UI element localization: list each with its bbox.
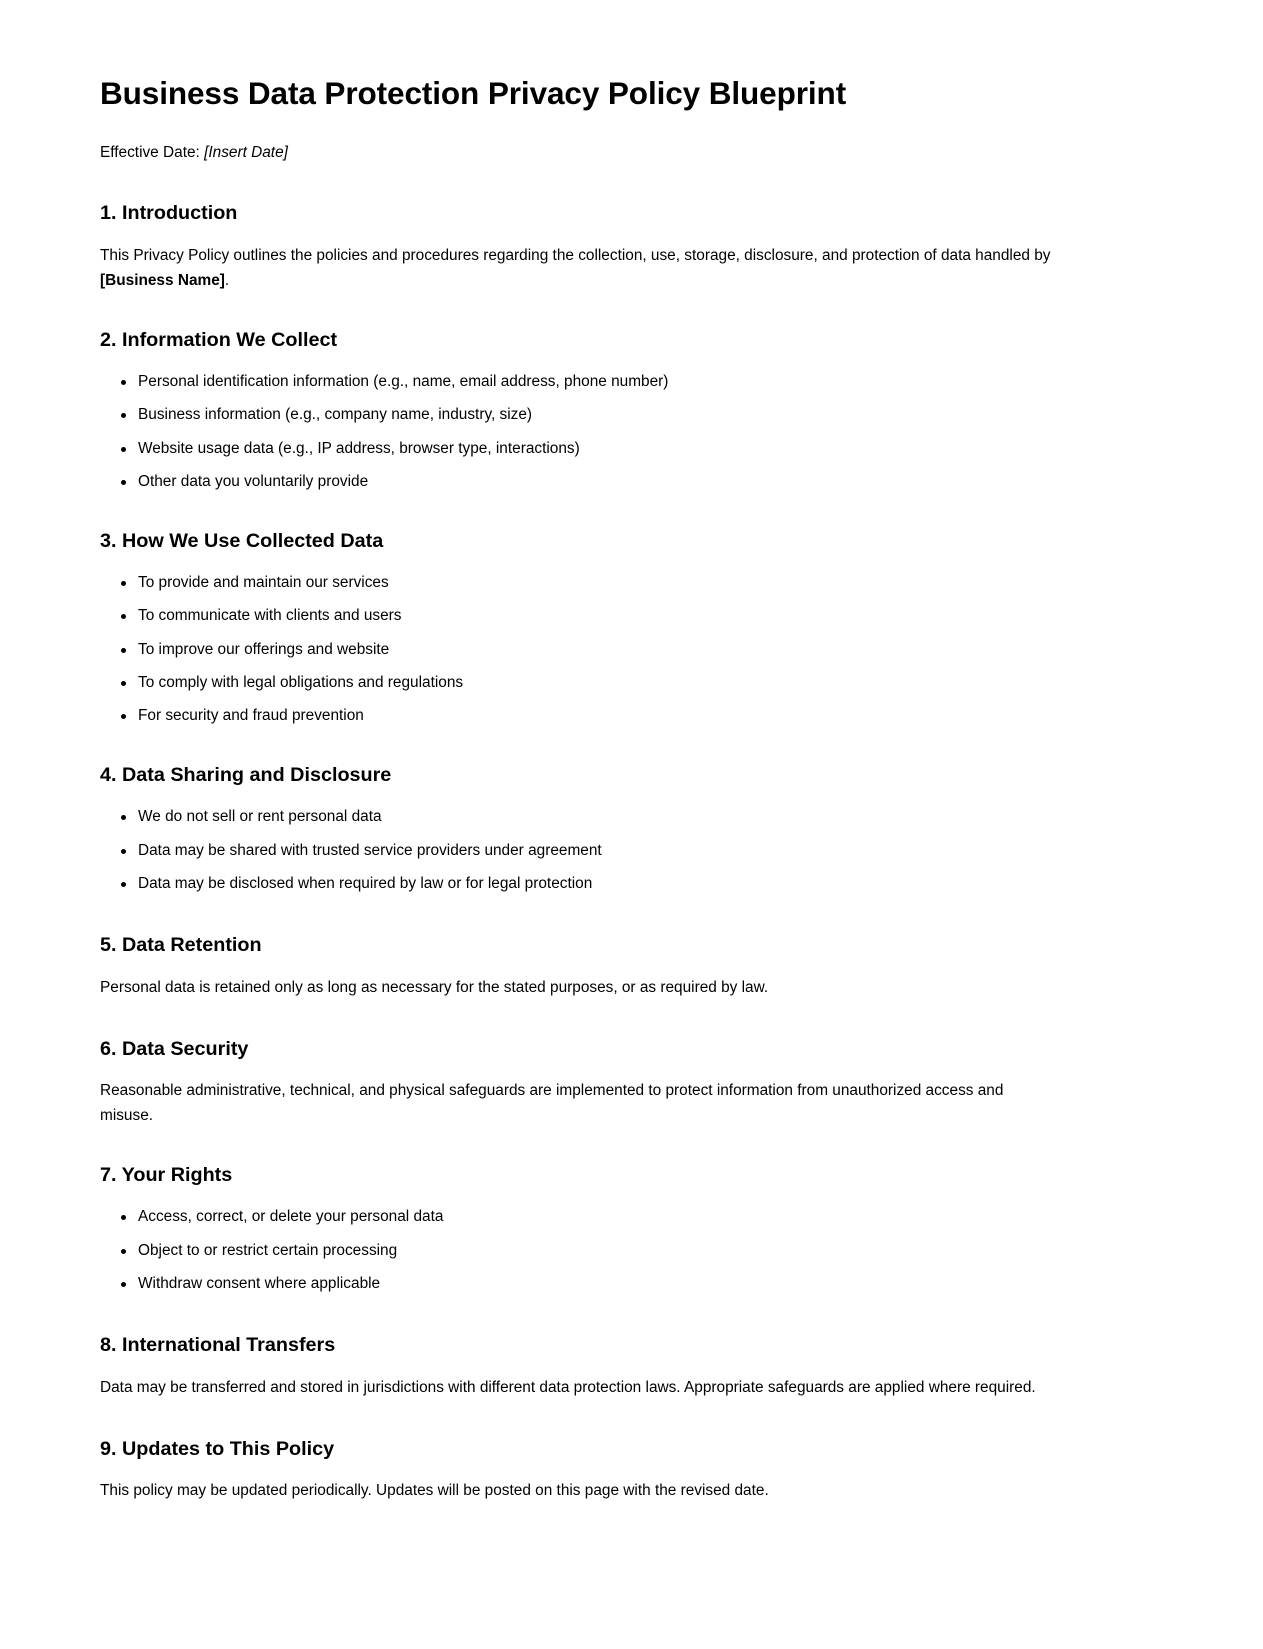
section-updates-to-this-policy [100,1437,1060,1505]
section-heading: 3. How We Use Collected Data [100,529,384,552]
list-item: Data may be disclosed when required by law or for legal protection [138,872,1060,897]
list-item: To communicate with clients and users [138,604,1060,629]
list-item: For security and fraud prevention [138,704,1060,729]
section-data-security [100,1037,1060,1130]
section-information-we-collect [100,328,1060,495]
document-body [100,62,1060,1504]
section-data-sharing-and-disclosure [100,763,1060,897]
list-item: Other data you voluntarily provide [138,470,1060,495]
list-item: Withdraw consent where applicable [138,1272,1060,1297]
section-paragraph: Reasonable administrative, technical, and physical safeguards are implemented to protect information from unauthorized access and misuse. [100,1082,1004,1125]
page-title: Business Data Protection Privacy Policy Blueprint [100,75,847,111]
section-heading: 9. Updates to This Policy [100,1437,335,1460]
section-paragraph: Personal data is retained only as long as necessary for the stated purposes, or as required by law. [100,978,769,996]
list-item: Data may be shared with trusted service providers under agreement [138,839,1060,864]
section-how-we-use-collected-data [100,529,1060,730]
list-item: To improve our offerings and website [138,638,1060,663]
list-item: Object to or restrict certain processing [138,1239,1060,1264]
section-data-retention [100,933,1060,1001]
list-item: Website usage data (e.g., IP address, browser type, interactions) [138,437,1060,462]
bullet-list [100,370,1060,495]
bullet-list [100,571,1060,730]
section-heading: 7. Your Rights [100,1164,233,1187]
section-heading: 4. Data Sharing and Disclosure [100,764,392,787]
section-heading: 5. Data Retention [100,934,262,957]
section-heading: 6. Data Security [100,1037,249,1060]
list-item: Access, correct, or delete your personal data [138,1205,1060,1230]
section-your-rights [100,1163,1060,1297]
section-paragraph [100,244,1060,294]
business-name-placeholder: [Business Name] [100,271,225,289]
effective-date-line [100,141,1060,165]
section-paragraph: Data may be transferred and stored in jurisdictions with different data protection laws. Appropriate safeguards are applied where required. [100,1378,1036,1396]
section-heading: 1. Introduction [100,202,238,225]
section-introduction [100,201,1060,294]
bullet-list [100,805,1060,897]
list-item: To provide and maintain our services [138,571,1060,596]
list-item: Personal identification information (e.g., name, email address, phone number) [138,370,1060,395]
section-heading: 2. Information We Collect [100,328,338,351]
list-item: We do not sell or rent personal data [138,805,1060,830]
paragraph-text-tail: . [224,271,230,289]
section-paragraph: This policy may be updated periodically. Updates will be posted on this page with the revised date. [100,1482,769,1500]
effective-date-label: Effective Date: [100,144,200,162]
section-international-transfers [100,1333,1060,1401]
list-item: Business information (e.g., company name, industry, size) [138,403,1060,428]
bullet-list [100,1205,1060,1297]
section-heading: 8. International Transfers [100,1333,336,1356]
paragraph-text-lead: This Privacy Policy outlines the policies and procedures regarding the collection, use, storage, disclosure, and protection of data handled by [100,246,1051,264]
list-item: To comply with legal obligations and regulations [138,671,1060,696]
effective-date-value: [Insert Date] [204,144,288,162]
